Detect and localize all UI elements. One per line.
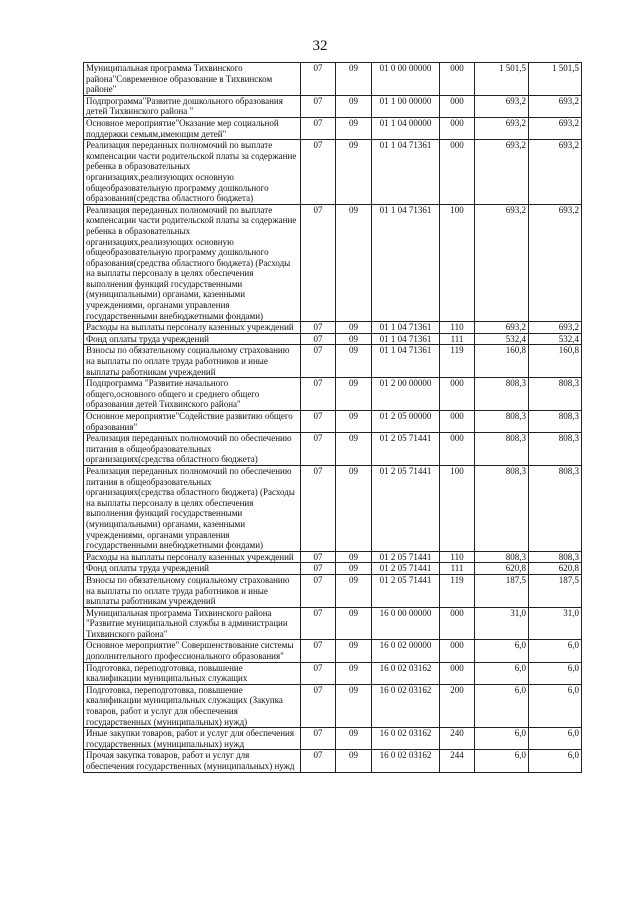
row-amount-2: 6,0: [529, 662, 582, 684]
row-subsection: 09: [336, 574, 372, 607]
row-expense-type: 110: [440, 322, 475, 334]
row-subsection: 09: [336, 411, 372, 433]
row-expense-type: 000: [440, 95, 475, 117]
table-row: [84, 640, 582, 662]
row-name: Подготовка, переподготовка, повышение квалификации муниципальных служащих: [84, 662, 301, 684]
row-name: Подпрограмма"Развитие дошкольного образования детей Тихвинского района ": [84, 95, 301, 117]
table-row: [84, 378, 582, 411]
row-amount-2: 31,0: [529, 607, 582, 640]
row-section: 07: [301, 607, 336, 640]
row-amount-2: 808,3: [529, 433, 582, 466]
row-amount-1: 6,0: [475, 684, 529, 727]
row-subsection: 09: [336, 684, 372, 727]
row-section: 07: [301, 378, 336, 411]
row-amount-1: 6,0: [475, 728, 529, 750]
row-amount-1: 808,3: [475, 465, 529, 551]
row-subsection: 09: [336, 140, 372, 205]
row-name: Фонд оплаты труда учреждений: [84, 563, 301, 575]
row-section: 07: [301, 95, 336, 117]
row-name: Взносы по обязательному социальному страхованию на выплаты по оплате труда работников и иные выплаты работникам учреждений: [84, 345, 301, 378]
row-amount-2: 693,2: [529, 117, 582, 139]
table-row: [84, 433, 582, 466]
row-target-code: 01 1 04 00000: [372, 117, 440, 139]
row-subsection: 09: [336, 640, 372, 662]
row-target-code: 01 1 04 71361: [372, 333, 440, 345]
row-name: Взносы по обязательному социальному страхованию на выплаты по оплате труда работников и иные выплаты работникам учреждений: [84, 574, 301, 607]
table-body: [84, 63, 582, 773]
row-amount-2: 693,2: [529, 204, 582, 322]
row-amount-2: 808,3: [529, 465, 582, 551]
row-amount-1: 808,3: [475, 551, 529, 563]
row-subsection: 09: [336, 117, 372, 139]
row-target-code: 01 2 05 71441: [372, 563, 440, 575]
row-section: 07: [301, 551, 336, 563]
row-amount-2: 693,2: [529, 95, 582, 117]
row-target-code: 01 2 05 00000: [372, 411, 440, 433]
table-row: [84, 750, 582, 772]
row-name: Муниципальная программа Тихвинского района"Современное образование в Тихвинском районе": [84, 63, 301, 96]
page-number: 32: [312, 38, 328, 54]
row-amount-2: 532,4: [529, 333, 582, 345]
row-subsection: 09: [336, 63, 372, 96]
row-expense-type: 119: [440, 574, 475, 607]
row-section: 07: [301, 728, 336, 750]
row-subsection: 09: [336, 345, 372, 378]
table-row: [84, 63, 582, 96]
row-target-code: 01 2 00 00000: [372, 378, 440, 411]
row-expense-type: 200: [440, 684, 475, 727]
table-row: [84, 662, 582, 684]
table-row: [84, 322, 582, 334]
row-amount-2: 808,3: [529, 378, 582, 411]
row-amount-1: 808,3: [475, 433, 529, 466]
row-section: 07: [301, 640, 336, 662]
row-section: 07: [301, 204, 336, 322]
row-expense-type: 000: [440, 662, 475, 684]
row-subsection: 09: [336, 728, 372, 750]
row-target-code: 01 1 04 71361: [372, 140, 440, 205]
table-row: [84, 95, 582, 117]
row-section: 07: [301, 563, 336, 575]
table-row: [84, 728, 582, 750]
row-name: Муниципальная программа Тихвинского района "Развитие муниципальной службы в администрации Тихвинского района": [84, 607, 301, 640]
row-amount-1: 693,2: [475, 117, 529, 139]
row-amount-2: 6,0: [529, 728, 582, 750]
table-row: [84, 551, 582, 563]
row-expense-type: 244: [440, 750, 475, 772]
row-amount-1: 6,0: [475, 640, 529, 662]
table-row: [84, 345, 582, 378]
row-name: Основное мероприятие" Совершенствование системы дополнительного профессионального образования": [84, 640, 301, 662]
row-amount-1: 693,2: [475, 204, 529, 322]
row-subsection: 09: [336, 333, 372, 345]
row-section: 07: [301, 433, 336, 466]
row-expense-type: 000: [440, 140, 475, 205]
row-amount-1: 6,0: [475, 662, 529, 684]
table-row: [84, 140, 582, 205]
budget-table: [83, 62, 582, 773]
row-name: Реализация переданных полномочий по выплате компенсации части родительской платы за содержание ребенка в образовательных организациях,реализующих основную общеобразовательную программу дошкольного образования(средства областного бюджета) (Расходы на выплаты персоналу в целях обеспечения выполнения функций государственными (муниципальными) органами, казенными учреждениями, органами управления государственными внебюджетными фондами): [84, 204, 301, 322]
row-name: Реализация переданных полномочий по обеспечению питания в общеобразовательных организациях(средства областного бюджета): [84, 433, 301, 466]
row-section: 07: [301, 117, 336, 139]
row-name: Подпрограмма "Развитие начального общего,основного общего и среднего общего образования детей Тихвинского района": [84, 378, 301, 411]
row-amount-2: 693,2: [529, 140, 582, 205]
row-amount-2: 6,0: [529, 684, 582, 727]
row-amount-1: 620,8: [475, 563, 529, 575]
row-target-code: 16 0 02 00000: [372, 640, 440, 662]
row-expense-type: 000: [440, 378, 475, 411]
row-amount-2: 693,2: [529, 322, 582, 334]
row-subsection: 09: [336, 95, 372, 117]
row-expense-type: 000: [440, 607, 475, 640]
row-amount-1: 693,2: [475, 140, 529, 205]
row-name: Расходы на выплаты персоналу казенных учреждений: [84, 551, 301, 563]
row-amount-2: 808,3: [529, 411, 582, 433]
row-amount-1: 693,2: [475, 95, 529, 117]
row-expense-type: 240: [440, 728, 475, 750]
row-name: Реализация переданных полномочий по обеспечению питания в общеобразовательных организациях(средства областного бюджета) (Расходы на выплаты персоналу в целях обеспечения выполнения функций государственными (муниципальными) органами, казенными учреждениями, органами управления государственными внебюджетными фондами): [84, 465, 301, 551]
row-expense-type: 000: [440, 117, 475, 139]
table-row: [84, 563, 582, 575]
row-section: 07: [301, 140, 336, 205]
row-amount-2: 6,0: [529, 640, 582, 662]
table-row: [84, 204, 582, 322]
row-section: 07: [301, 684, 336, 727]
row-name: Реализация переданных полномочий по выплате компенсации части родительской платы за содержание ребенка в образовательных организациях,реализующих основную общеобразовательную программу дошкольного образования(средства областного бюджета): [84, 140, 301, 205]
row-amount-1: 31,0: [475, 607, 529, 640]
row-expense-type: 111: [440, 563, 475, 575]
row-name: Расходы на выплаты персоналу казенных учреждений: [84, 322, 301, 334]
row-expense-type: 000: [440, 640, 475, 662]
row-target-code: 01 2 05 71441: [372, 574, 440, 607]
row-name: Основное мероприятие"Содействие развитию общего образования": [84, 411, 301, 433]
row-expense-type: 000: [440, 63, 475, 96]
row-expense-type: 000: [440, 411, 475, 433]
table-row: [84, 333, 582, 345]
row-amount-1: 6,0: [475, 750, 529, 772]
row-section: 07: [301, 411, 336, 433]
row-section: 07: [301, 662, 336, 684]
row-target-code: 01 2 05 71441: [372, 465, 440, 551]
table-row: [84, 411, 582, 433]
row-target-code: 01 0 00 00000: [372, 63, 440, 96]
row-name: Подготовка, переподготовка, повышение квалификации муниципальных служащих (Закупка товаров, работ и услуг для обеспечения государственных (муниципальных) нужд): [84, 684, 301, 727]
row-amount-1: 187,5: [475, 574, 529, 607]
row-section: 07: [301, 345, 336, 378]
row-target-code: 16 0 02 03162: [372, 728, 440, 750]
row-subsection: 09: [336, 750, 372, 772]
row-name: Фонд оплаты труда учреждений: [84, 333, 301, 345]
table-row: [84, 465, 582, 551]
row-expense-type: 000: [440, 433, 475, 466]
row-amount-2: 1 501,5: [529, 63, 582, 96]
table-row: [84, 684, 582, 727]
row-section: 07: [301, 574, 336, 607]
row-target-code: 16 0 02 03162: [372, 684, 440, 727]
row-expense-type: 111: [440, 333, 475, 345]
row-subsection: 09: [336, 322, 372, 334]
row-amount-1: 808,3: [475, 411, 529, 433]
row-amount-2: 6,0: [529, 750, 582, 772]
row-subsection: 09: [336, 662, 372, 684]
row-amount-1: 1 501,5: [475, 63, 529, 96]
row-amount-1: 808,3: [475, 378, 529, 411]
row-section: 07: [301, 322, 336, 334]
row-amount-2: 808,3: [529, 551, 582, 563]
row-subsection: 09: [336, 204, 372, 322]
row-subsection: 09: [336, 551, 372, 563]
row-expense-type: 119: [440, 345, 475, 378]
table-row: [84, 574, 582, 607]
row-target-code: 01 2 05 71441: [372, 433, 440, 466]
row-target-code: 01 2 05 71441: [372, 551, 440, 563]
row-amount-2: 160,8: [529, 345, 582, 378]
row-expense-type: 110: [440, 551, 475, 563]
row-target-code: 16 0 02 03162: [372, 662, 440, 684]
row-amount-2: 187,5: [529, 574, 582, 607]
row-section: 07: [301, 333, 336, 345]
row-name: Прочая закупка товаров, работ и услуг для обеспечения государственных (муниципальных) нужд: [84, 750, 301, 772]
row-amount-1: 693,2: [475, 322, 529, 334]
table-row: [84, 117, 582, 139]
row-target-code: 01 1 00 00000: [372, 95, 440, 117]
row-name: Основное мероприятие"Оказание мер социальной поддержки семьям,имеющим детей": [84, 117, 301, 139]
row-subsection: 09: [336, 563, 372, 575]
row-subsection: 09: [336, 465, 372, 551]
table-row: [84, 607, 582, 640]
row-target-code: 01 1 04 71361: [372, 204, 440, 322]
row-expense-type: 100: [440, 465, 475, 551]
row-amount-2: 620,8: [529, 563, 582, 575]
row-section: 07: [301, 63, 336, 96]
row-target-code: 01 1 04 71361: [372, 345, 440, 378]
row-subsection: 09: [336, 433, 372, 466]
row-section: 07: [301, 465, 336, 551]
row-expense-type: 100: [440, 204, 475, 322]
row-amount-1: 160,8: [475, 345, 529, 378]
row-target-code: 16 0 02 03162: [372, 750, 440, 772]
row-subsection: 09: [336, 607, 372, 640]
row-amount-1: 532,4: [475, 333, 529, 345]
row-name: Иные закупки товаров, работ и услуг для обеспечения государственных (муниципальных) нужд: [84, 728, 301, 750]
row-target-code: 01 1 04 71361: [372, 322, 440, 334]
row-target-code: 16 0 00 00000: [372, 607, 440, 640]
row-subsection: 09: [336, 378, 372, 411]
row-section: 07: [301, 750, 336, 772]
